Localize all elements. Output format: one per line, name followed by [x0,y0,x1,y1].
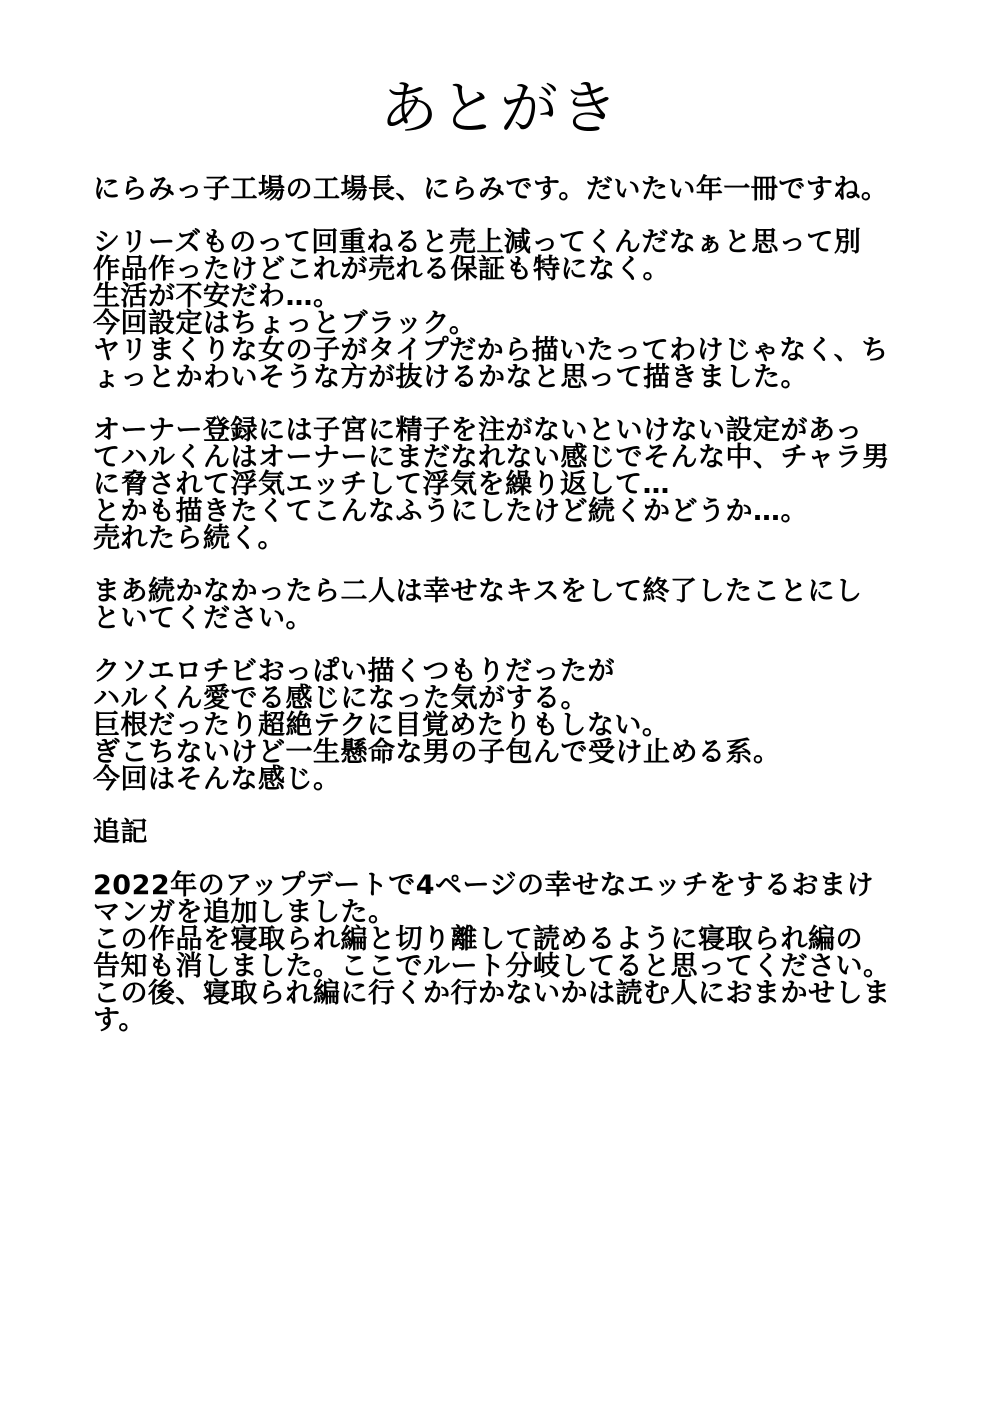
text-line: ぎこちないけど一生懸命な男の子包んで受け止める系。 [93,737,781,768]
text-line: マンガを追加しました。 [93,897,396,928]
text-line: にらみっ子工場の工場長、にらみです。だいたい年一冊ですね。 [93,174,889,205]
text-line: 売れたら続く。 [93,523,285,554]
paragraph-ending [93,578,923,632]
page-title: あとがき [379,74,620,142]
paragraph-setting [93,417,923,552]
text-line: 今回設定はちょっとブラック。 [93,308,477,339]
text-line: 作品作ったけどこれが売れる保証も特になく。 [93,254,670,285]
paragraph-characters [93,658,923,793]
text-line: 告知も消しました。ここでルート分岐してると思ってください。 [93,951,891,982]
text-line: ハルくん愛でる感じになった気がする。 [93,683,588,714]
text-line: 生活が不安だわ…。 [93,281,341,312]
text-line: シリーズものって回重ねると売上減ってくんだなぁと思って別 [93,227,862,258]
afterword-body [93,176,923,1060]
paragraph-greeting [93,176,923,203]
paragraph-series [93,229,923,391]
text-line: てハルくんはオーナーにまだなれない感じでそんな中、チャラ男 [93,442,890,473]
text-line: 今回はそんな感じ。 [93,764,341,795]
text-line: まあ続かなかったら二人は幸せなキスをして終了したことにし [93,576,863,607]
text-line: す。 [93,1005,146,1036]
text-line: この後、寝取られ編に行くか行かないかは読む人におまかせしま [93,978,891,1009]
text-line: に脅されて浮気エッチして浮気を繰り返して… [93,469,670,500]
text-line: オーナー登録には子宮に精子を注がないといけない設定があっ [93,415,863,446]
text-line: ヤリまくりな女の子がタイプだから描いたってわけじゃなく、ち [93,335,889,366]
text-line: 2022年のアップデートで4ページの幸せなエッチをするおまけ [93,870,874,901]
text-line: 巨根だったり超絶テクに目覚めたりもしない。 [93,710,670,741]
text-line: とかも描きたくてこんなふうにしたけど続くかどうか…。 [93,496,808,527]
paragraph-postscript-heading [93,819,923,846]
paragraph-postscript [93,872,923,1034]
postscript-heading: 追記 [93,817,148,848]
text-line: この作品を寝取られ編と切り離して読めるように寝取られ編の [93,924,863,955]
text-line: といてください。 [93,603,313,634]
text-line: ょっとかわいそうな方が抜けるかなと思って描きました。 [93,362,808,393]
text-line: クソエロチビおっぱい描くつもりだったが [93,656,615,687]
